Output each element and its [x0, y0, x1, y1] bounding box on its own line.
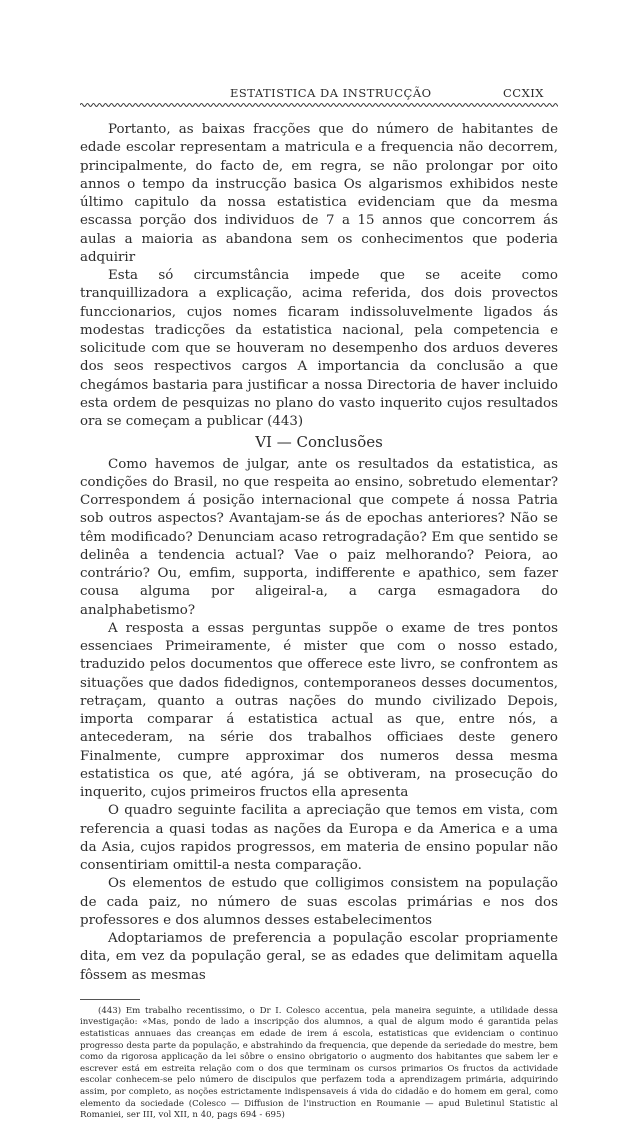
- paragraph: O quadro seguinte facilita a apreciação que temos em vista, com referencia a quasi todas as nações da Europa e da America e a uma da Asia, cujos rapidos progressos, em materia de ensino popular não consentiriam omittil-a nesta comparação.: [80, 803, 558, 873]
- running-header: [80, 82, 558, 100]
- paragraph: Os elementos de estudo que colligimos consistem na população de cada paiz, no número de suas escolas primárias e nos dos professores e dos alumnos desses estabelecimentos: [80, 876, 558, 928]
- wavy-rule: [80, 101, 558, 109]
- running-title: ESTATISTICA DA INSTRUCÇÃO: [230, 86, 432, 100]
- paragraph: Portanto, as baixas fracções que do número de habitantes de edade escolar representam a matricula e a frequencia não decorrem, principalmente, do facto de, em regra, se não prolongar por oito annos o tempo da instrucção basica Os algarismos exhibidos neste último capitulo da nossa estatistica evidenciam que da mesma escassa porção dos individuos de 7 a 15 annos que concorrem ás aulas a maioria as abandona sem os conhecimentos que poderia adquirir: [80, 122, 558, 265]
- paragraph: Como havemos de julgar, ante os resultados da estatistica, as condições do Brasil, no que respeita ao ensino, sobretudo elementar? Correspondem á posição internacional que compete á nossa Patria sob outros aspectos? Avantajam-se ás de epochas anteriores? Não se têm modificado? Denunciam acaso retrogradação? Em que sentido se delinêa a tendencia actual? Vae o paiz melhorando? Peiora, ao contrário? Ou, emfim, supporta, indifferente e apathico, sem fazer cousa alguma por aligeiral-a, a carga esmagadora do analphabetismo?: [80, 456, 558, 618]
- footnote-rule: [80, 999, 140, 1000]
- paragraph: Esta só circumstância impede que se aceite como tranquillizadora a explicação, acima referida, dos dois provectos funccionarios, cujos nomes ficaram indissoluvelmente ligados ás modestas tradicções da estatistica nacional, pela competencia e solicitude com que se houveram no desempenho dos arduos deveres dos seos respectivos cargos A importancia da conclusão a que chegámos bastaria para justificar a nossa Directoria de haver incluido esta ordem de pesquizas no plano do vasto inquerito cujos resultados ora se começam a publicar (443): [80, 268, 558, 429]
- page-number: CCXIX: [502, 86, 544, 100]
- paragraph: A resposta a essas perguntas suppõe o exame de tres pontos essenciaes Primeiramente, é mister que com o nosso estado, traduzido pelos documentos que offerece este livro, se confrontem as situações que dados fidedignos, contemporaneos desses documentos, retraçam, quanto a outras nações do mundo civilizado Depois, importa comparar á estatistica actual as que, entre nós, a antecederam, na série dos trabalhos officiaes deste genero Finalmente, cumpre approximar dos numeros dessa mesma estatistica os que, até agóra, já se obtiveram, na prosecução do inquerito, cujos primeiros fructos ella apresenta: [80, 620, 558, 800]
- footnote: (443) Em trabalho recentissimo, o Dr I. Colesco accentua, pela maneira seguinte, a utilidade dessa investigação: «Mas, pondo de lado a inscripção dos alumnos, a qual de algum modo é garantida pelas estatisticas annuaes das creanças em edade de irem á escola, estatisticas que evidenciam o continuo progresso desta parte da população, e abstrahindo da frequencia, que depende da seriedade do mestre, bem como da rigorosa applicação da lei sôbre o ensino obrigatorio o augmento dos habitantes que sabem ler e escrever está em estreita relação com o dos que terminam os cursos primarios Os fructos da actividade escolar conhecem-se pelo número de discipulos que perfazem toda a aprendizagem primária, adquirindo assim, por completo, as noções estrictamente indispensaveis á vida do cidadão e do homem em geral, como elemento da sociedade (Colesco — Diffusion de l'instruction en Roumanie — apud Buletinul Statistic al Romaniei, ser III, vol XII, n 40, pags 694 - 695): [80, 1005, 558, 1121]
- main-text: [80, 121, 558, 985]
- section-heading: VI — Conclusões: [255, 433, 383, 452]
- book-page: [80, 82, 558, 1122]
- paragraph: Adoptariamos de preferencia a população escolar propriamente dita, em vez da população geral, se as edades que delimitam aquella fôssem as mesmas: [80, 931, 558, 983]
